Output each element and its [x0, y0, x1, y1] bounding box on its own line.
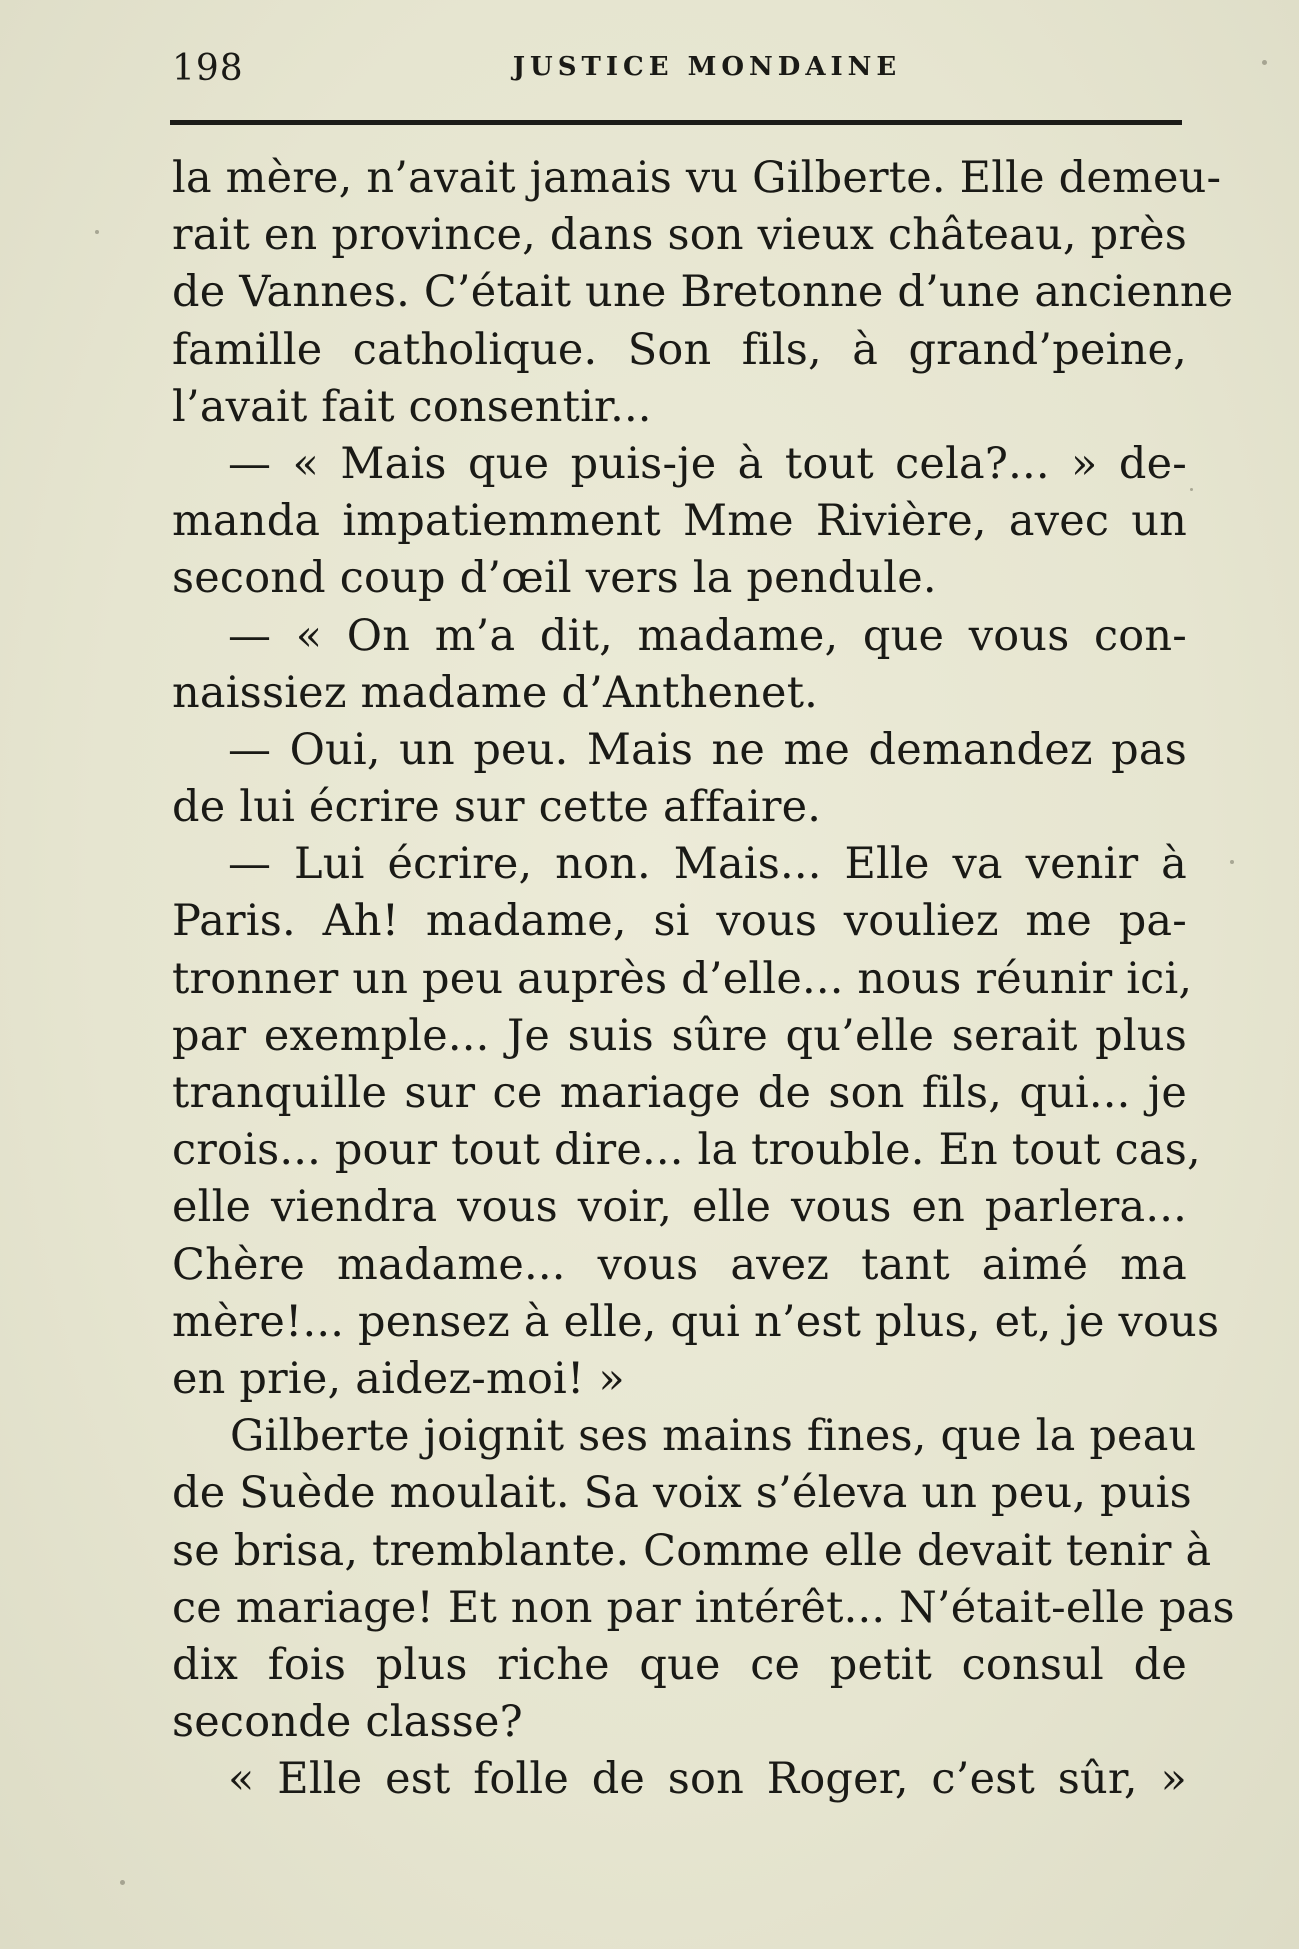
text-line: Paris. Ah! madame, si vous vouliez me pa- [172, 896, 1187, 947]
paper-speck [1230, 860, 1234, 864]
body-text [172, 150, 1235, 1808]
text-line: « Elle est folle de son Roger, c’est sûr, » [228, 1754, 1187, 1805]
paper-speck [1190, 488, 1193, 491]
text-line: — Lui écrire, non. Mais... Elle va venir à [228, 839, 1187, 890]
paper-speck [1262, 60, 1267, 65]
text-line: Chère madame... vous avez tant aimé ma [172, 1239, 1187, 1290]
text-line: Gilberte joignit ses mains fines, que la peau [230, 1411, 1197, 1462]
text-line: se brisa, tremblante. Comme elle devait tenir à [172, 1525, 1212, 1576]
text-line: — « On m’a dit, madame, que vous con- [228, 610, 1187, 661]
text-line: — « Mais que puis-je à tout cela?... » de- [228, 438, 1187, 489]
text-line: crois... pour tout dire... la trouble. En tout cas, [172, 1125, 1201, 1176]
text-line: second coup d’œil vers la pendule. [172, 553, 937, 604]
text-line: de lui écrire sur cette affaire. [172, 782, 822, 833]
text-line: par exemple... Je suis sûre qu’elle serait plus [172, 1010, 1187, 1061]
text-line: de Suède moulait. Sa voix s’éleva un peu, puis [172, 1468, 1192, 1519]
text-line: ce mariage! Et non par intérêt... N’était-elle pas [172, 1582, 1235, 1633]
text-line: — Oui, un peu. Mais ne me demandez pas [228, 724, 1187, 775]
header-rule [170, 120, 1182, 125]
text-line: seconde classe? [172, 1697, 523, 1748]
text-line: famille catholique. Son fils, à grand’peine, [172, 324, 1187, 375]
text-line: elle viendra vous voir, elle vous en parlera... [172, 1182, 1187, 1233]
page-number: 198 [172, 48, 244, 89]
running-title: JUSTICE MONDAINE [512, 52, 902, 82]
text-line: rait en province, dans son vieux château, près [172, 210, 1187, 261]
text-line: tronner un peu auprès d’elle... nous réunir ici, [172, 953, 1193, 1004]
text-line: de Vannes. C’était une Bretonne d’une ancienne [172, 267, 1234, 318]
text-line: l’avait fait consentir... [172, 381, 652, 432]
text-line: naissiez madame d’Anthenet. [172, 667, 819, 718]
paper-speck [95, 230, 99, 234]
text-line: la mère, n’avait jamais vu Gilberte. Elle demeu- [172, 153, 1222, 203]
paper-speck [120, 1880, 125, 1885]
text-line: tranquille sur ce mariage de son fils, qui... je [172, 1068, 1187, 1118]
text-line: dix fois plus riche que ce petit consul de [172, 1639, 1187, 1690]
text-line: mère!... pensez à elle, qui n’est plus, et, je vous [172, 1296, 1220, 1347]
text-line: en prie, aidez-moi! » [172, 1353, 625, 1404]
text-line: manda impatiemment Mme Rivière, avec un [172, 496, 1187, 547]
page-header [172, 38, 1182, 98]
